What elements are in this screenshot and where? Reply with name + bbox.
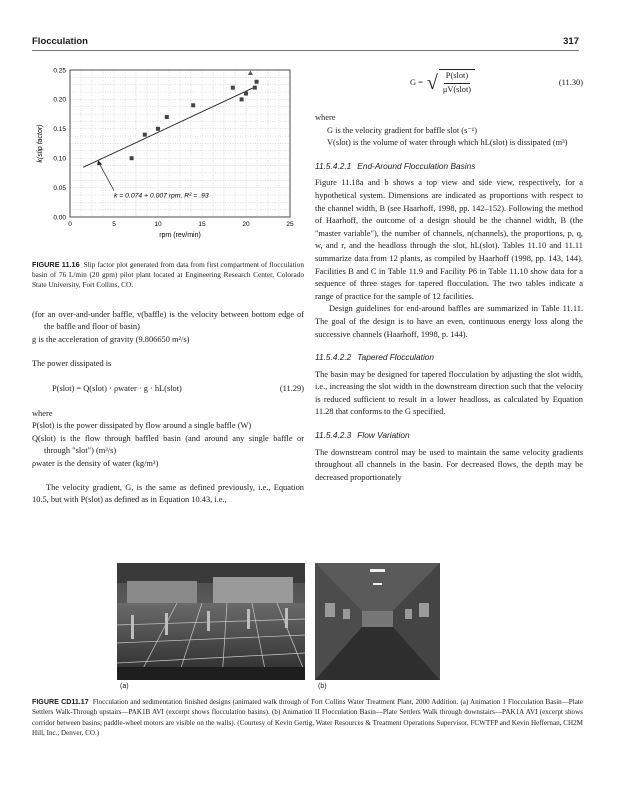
x-tick-label: 25: [286, 221, 294, 228]
annotation-arrow: [99, 163, 114, 190]
tapered-para: The basin may be designed for tapered flocculation by adjusting the slot width, i.e., increasing the slot width in the downstream direction such that the velocity is reduced sufficient to result in a lower headloss, as calculated by Equation 11.28 that conforms to the G specified.: [315, 369, 583, 417]
x-tick-label: 5: [112, 221, 116, 228]
y-tick-label: 0.15: [53, 126, 66, 134]
y-tick-label: 0.20: [53, 96, 66, 104]
animation-a-image: [117, 563, 305, 680]
design-guidelines-para: Design guidelines for end-around baffles are summarized in Table 11.11. The goal of the design is to have an even, continuous energy loss along the successive channels (Haarhoff, 1998, p. 144).: [315, 304, 583, 339]
data-point: [191, 103, 195, 107]
left-column: [32, 260, 304, 507]
outlier-triangle: [248, 70, 253, 75]
image-a-label: (a): [120, 683, 129, 690]
def-G: G is the velocity gradient for baffle slot (s⁻¹): [327, 125, 478, 135]
section-title: Tapered Flocculation: [357, 352, 435, 363]
y-tick-label: 0.05: [53, 184, 66, 192]
velocity-gradient-para: The velocity gradient, G, is the same as defined previously, i.e., Equation 10.5, but with P(slot) as defined as in Equation 10.43, i.e.,: [32, 482, 304, 505]
section-number: 11.5.4.2.2: [315, 352, 352, 363]
end-around-para: Figure 11.18a and b shows a top view and side view, respectively, for a hypothetical system. Dimensions are indicated as proportions with respect to the channel width, B (see Haarhoff, 1998, pp. 142–152). Following the method of Haarhoff, the outcome of a design should be the channel width, B (the "master variable"), the number of channels, n(channels), the proportions, p, q, w, and r, and the headloss through the slot, hL(slot). Tables 11.10 and 11.11 summarize data from 12 plants, as compiled by Haarhoff (1998, pp. 143, 144). Facilities B and C in Table 11.9 and Facility P6 in Table 11.10 show data for a sequence of three stages for tapered flocculation. The two tables indicate a range of practice for the sample of 12 facilities.: [315, 178, 583, 301]
caption-label: FIGURE 11.16: [32, 260, 80, 269]
power-intro: The power dissipated is: [32, 359, 112, 369]
y-tick-label: 0.25: [53, 67, 66, 75]
header-rule: [32, 50, 579, 51]
slip-factor-chart: [32, 62, 304, 256]
x-axis-label: rpm (rev/min): [159, 232, 201, 239]
section-number: 11.5.4.2.3: [315, 430, 352, 441]
data-point: [165, 115, 169, 119]
caption-label: FIGURE CD11.17: [32, 698, 89, 706]
fit-equation: k = 0.074 + 0.007 rpm, R² = .93: [114, 192, 209, 200]
data-point: [130, 156, 134, 160]
def-rho-water: ρwater is the density of water (kg/m³): [32, 458, 159, 468]
data-point: [240, 97, 244, 101]
data-point: [253, 86, 257, 90]
section-11-5-4-2-1: [315, 160, 583, 173]
basin-render: [117, 563, 305, 680]
running-header: Flocculation: [32, 36, 88, 47]
eq-11-29-number: (11.29): [279, 383, 304, 393]
sqrt-sign: √: [426, 72, 438, 94]
data-point: [231, 86, 235, 90]
def-p-slot: P(slot) is the power dissipated by flow around a single baffle (W): [32, 421, 252, 431]
caption-text: Slip factor plot generated from data from first compartment of flocculation basin of 76 L/min (20 gpm) pilot plant located at Engineering Research Center, Colorado State University, Fort Collins, CO.: [32, 260, 304, 290]
x-tick-label: 20: [242, 221, 250, 228]
x-tick-label: 10: [154, 221, 162, 228]
data-point: [244, 92, 248, 96]
def-V-slot: V(slot) is the volume of water through which hL(slot) is dissipated (m³): [327, 138, 568, 148]
corridor-render: [315, 563, 440, 680]
def-v-baffle: (for an over-and-under baffle, v(baffle) is the velocity between bottom edge of the baffle and floor of basin): [32, 309, 304, 332]
arrowhead: [97, 160, 102, 165]
eq-11-30-numerator: P(slot): [444, 70, 470, 84]
caption-text: Flocculation and sedimentation finished designs (animated walk through of Fort Collins Water Treatment Plant, 2000 Addition. (a) Animation 1 Flocculation Basin—Plate Settlers Walk-Through upstairs—PAK1B AVI (excerpt shows flocculation basins). (b) Animation II Flocculation Basin—Plate Settlers Walk through downstairs—PAK1A AVI (excerpt shows corridor between basins; paddle-wheel motors are visible on the walls). (Courtesy of Kevin Gertig, Water Resources & Treatment Operations Supervisor, FCWTFP and Kevin Heffernan, CH2M Hill, Inc., Denver, CO.): [32, 698, 583, 737]
def-q-slot: Q(slot) is the flow through baffled basin (and around any single baffle or through "slot") (m³/s): [32, 433, 304, 456]
data-point: [255, 80, 259, 84]
section-title: Flow Variation: [357, 430, 410, 441]
page-number: 317: [563, 36, 579, 47]
section-11-5-4-2-3: [315, 429, 583, 442]
flow-variation-para: The downstream control may be used to maintain the same velocity gradients throughout all channels in the basin. For decreased flows, the depth may be decreased proportionately: [315, 447, 583, 482]
data-point: [156, 127, 160, 131]
where-right: where: [315, 113, 336, 122]
eq-11-29-expr: P(slot) = Q(slot) · ρwater · g · hL(slot): [52, 383, 182, 393]
eq-11-30-denominator: μV(slot): [442, 85, 472, 94]
y-axis-label: k(slip factor): [37, 124, 44, 163]
equation-11-30: [315, 66, 583, 100]
section-title: End-Around Flocculation Basins: [357, 160, 476, 171]
eq-11-30-number: (11.30): [558, 77, 583, 87]
animation-b-image: [315, 563, 440, 680]
x-tick-label: 0: [68, 221, 72, 228]
data-point: [143, 133, 147, 137]
def-g: g is the acceleration of gravity (9.806650 m²/s): [32, 334, 190, 344]
section-number: 11.5.4.2.1: [315, 160, 352, 171]
where-left: where: [32, 408, 53, 418]
section-11-5-4-2-2: [315, 351, 583, 364]
y-tick-label: 0.10: [53, 155, 66, 163]
equation-11-29: [32, 383, 304, 396]
right-column: [315, 66, 583, 484]
figure-11-16-caption: [32, 260, 304, 291]
x-tick-label: 15: [198, 221, 206, 228]
figure-cd11-17-caption: [32, 697, 583, 738]
y-tick-label: 0.00: [53, 214, 66, 222]
image-b-label: (b): [318, 683, 327, 690]
eq-11-30-lhs: G =: [410, 77, 423, 87]
